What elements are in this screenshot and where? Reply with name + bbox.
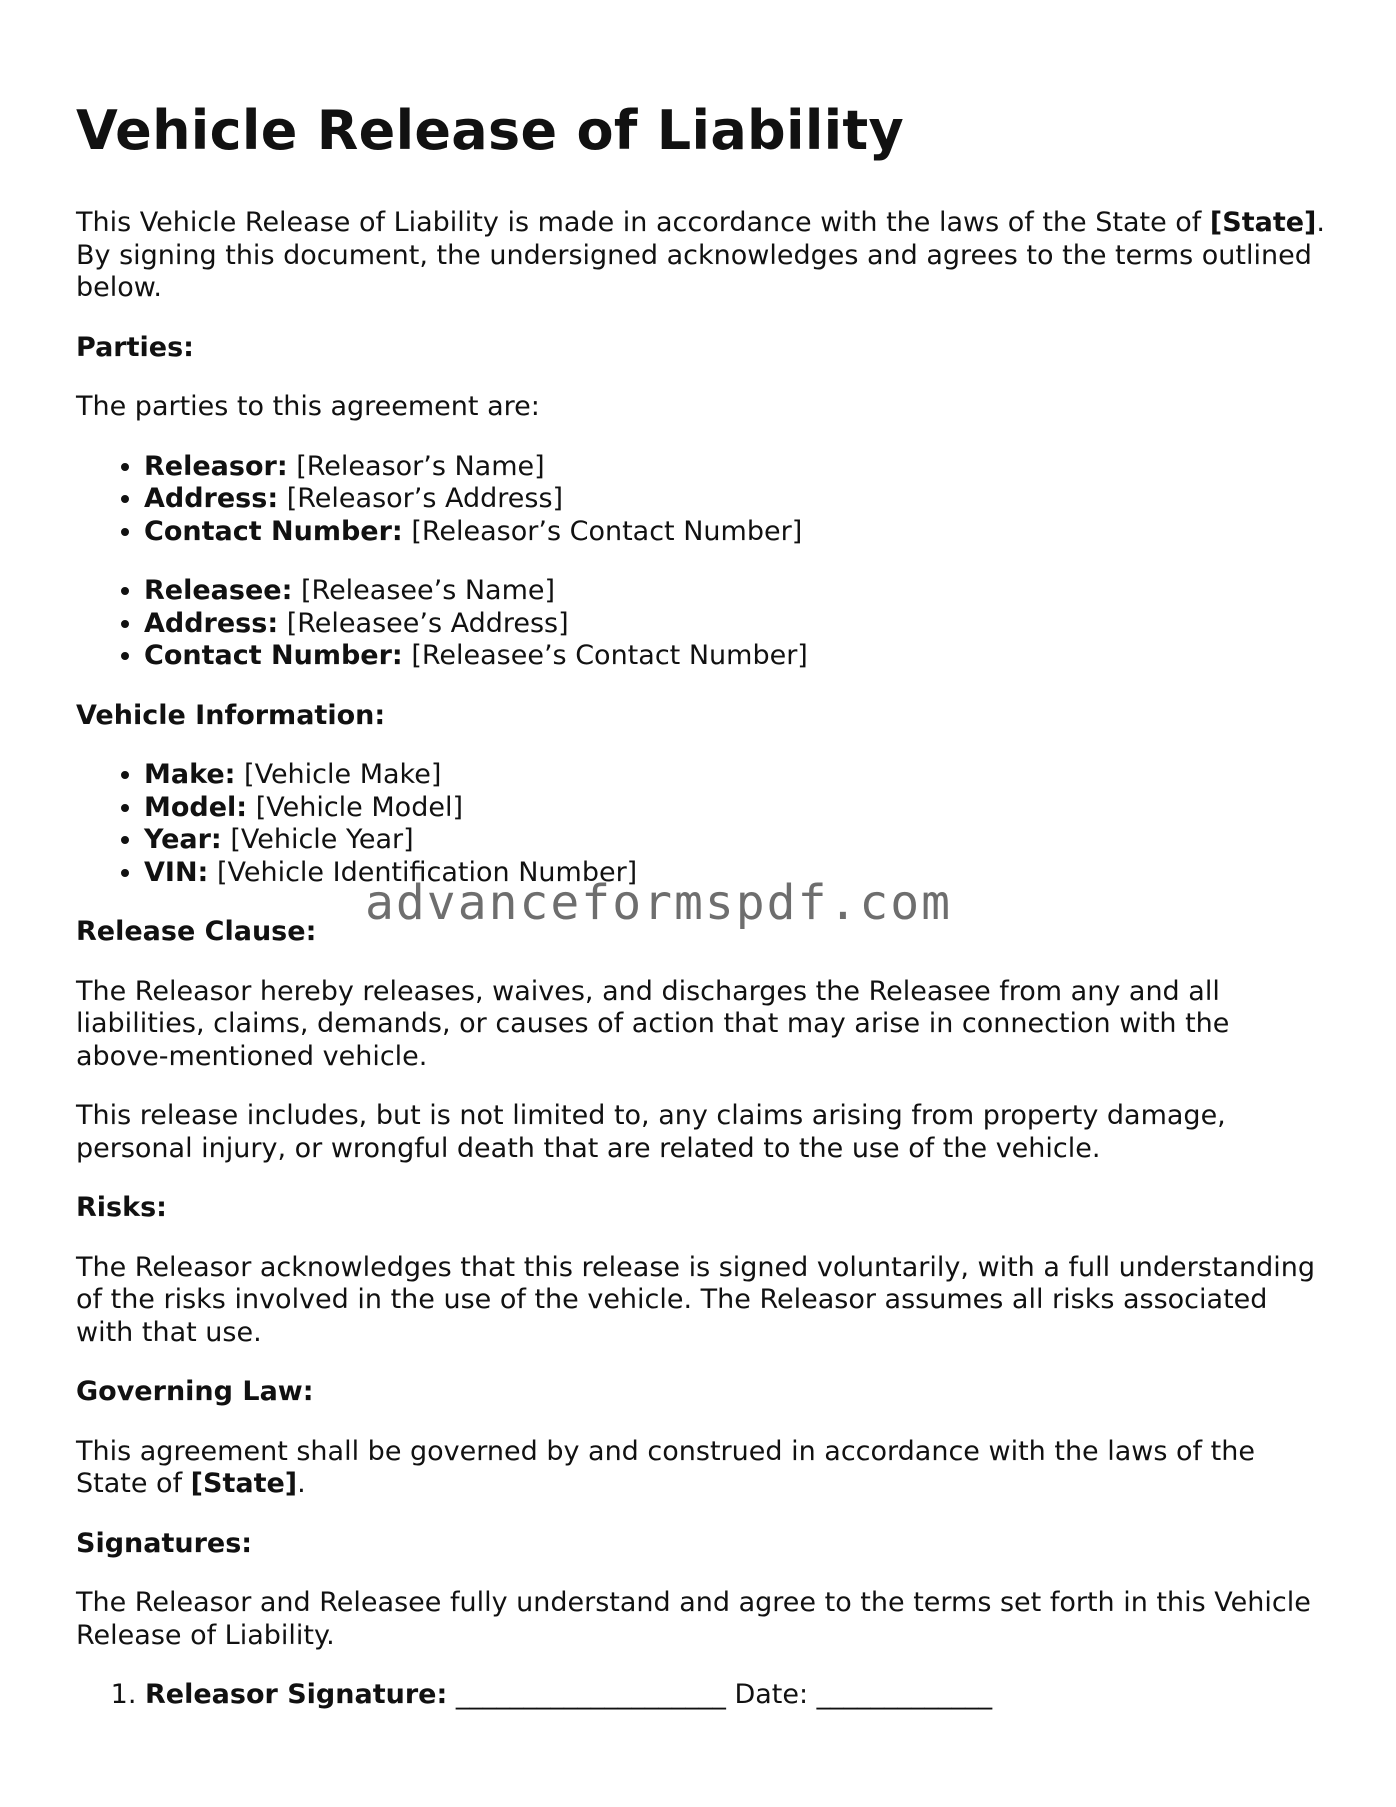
intro-state-placeholder: [State] bbox=[1209, 207, 1317, 238]
list-item bbox=[144, 792, 1326, 825]
governing-law-text-before: This agreement shall be governed by and construed in accordance with the laws of the State of bbox=[76, 1435, 1255, 1499]
field-value: [Releasee’s Name] bbox=[300, 575, 556, 606]
list-item bbox=[144, 640, 1326, 673]
field-value: [Vehicle Year] bbox=[230, 824, 414, 855]
field-label: Make: bbox=[144, 759, 236, 790]
intro-paragraph bbox=[76, 207, 1326, 305]
list-item bbox=[144, 516, 1326, 549]
field-value: [Releasor’s Address] bbox=[286, 483, 564, 514]
field-label: Model: bbox=[144, 791, 248, 823]
vehicle-list bbox=[76, 759, 1326, 889]
signatures-heading: Signatures: bbox=[76, 1527, 253, 1559]
field-label: Contact Number: bbox=[144, 640, 403, 671]
document-page bbox=[76, 0, 1326, 1712]
release-clause-paragraph-1: The Releasor hereby releases, waives, and discharges the Releasee from any and all liabilities, claims, demands, or causes of action that may arise in connection with the above-mentioned vehicle. bbox=[76, 975, 1230, 1072]
signatures-paragraph: The Releasor and Releasee fully understand and agree to the terms set forth in this Vehicle Release of Liability. bbox=[76, 1587, 1311, 1651]
field-value: [Releasor’s Contact Number] bbox=[411, 515, 803, 547]
intro-text-before: This Vehicle Release of Liability is made in accordance with the laws of the State of bbox=[76, 207, 1210, 238]
field-label: Year: bbox=[144, 824, 222, 855]
release-clause-paragraph-2: This release includes, but is not limited to, any claims arising from property damage, personal injury, or wrongful death that are related to the use of the vehicle. bbox=[76, 1100, 1226, 1164]
signature-item bbox=[145, 1679, 1326, 1712]
field-label: VIN: bbox=[144, 856, 209, 888]
governing-law-heading: Governing Law: bbox=[76, 1376, 314, 1407]
risks-heading: Risks: bbox=[76, 1192, 167, 1223]
field-label: Releasor: bbox=[144, 450, 288, 482]
parties-text: The parties to this agreement are: bbox=[76, 391, 540, 422]
signature-line[interactable]: ____________________ bbox=[455, 1679, 726, 1710]
vehicle-heading: Vehicle Information: bbox=[76, 699, 386, 731]
watermark-text: advanceformspdf.com bbox=[365, 875, 953, 931]
releasee-list bbox=[76, 575, 1326, 673]
list-item bbox=[144, 608, 1326, 641]
field-value: [Releasor’s Name] bbox=[296, 450, 545, 482]
field-value: [Vehicle Identification Number] bbox=[216, 856, 638, 888]
list-item bbox=[144, 451, 1326, 484]
field-label: Contact Number: bbox=[144, 515, 403, 547]
field-label: Address: bbox=[144, 607, 279, 639]
field-value: [Releasee’s Address] bbox=[286, 607, 569, 639]
document-title: Vehicle Release of Liability bbox=[76, 99, 905, 162]
list-item bbox=[144, 759, 1326, 792]
intro-text-after: . By signing this document, the undersigned acknowledges and agrees to the terms outlined below. bbox=[76, 207, 1325, 303]
field-value: [Vehicle Model] bbox=[255, 791, 463, 823]
list-item bbox=[144, 483, 1326, 516]
signature-label: Releasor Signature: bbox=[145, 1679, 448, 1710]
field-value: [Releasee’s Contact Number] bbox=[411, 640, 808, 671]
field-label: Releasee: bbox=[144, 575, 293, 606]
field-value: [Vehicle Make] bbox=[244, 759, 442, 790]
date-line[interactable]: _____________ bbox=[816, 1679, 993, 1710]
releasor-list bbox=[76, 451, 1326, 549]
signature-list bbox=[76, 1679, 1326, 1712]
release-clause-heading: Release Clause: bbox=[76, 916, 317, 947]
parties-heading: Parties: bbox=[76, 331, 194, 363]
list-item bbox=[144, 575, 1326, 608]
governing-law-state-placeholder: [State] bbox=[190, 1468, 298, 1499]
list-item bbox=[144, 824, 1326, 857]
field-label: Address: bbox=[144, 483, 279, 514]
date-label: Date: bbox=[734, 1679, 809, 1710]
risks-paragraph: The Releasor acknowledges that this release is signed voluntarily, with a full understanding of the risks involved in the use of the vehicle. The Releasor assumes all risks associated with that use. bbox=[76, 1251, 1315, 1348]
governing-law-paragraph bbox=[76, 1436, 1326, 1501]
governing-law-text-after: . bbox=[297, 1468, 306, 1499]
